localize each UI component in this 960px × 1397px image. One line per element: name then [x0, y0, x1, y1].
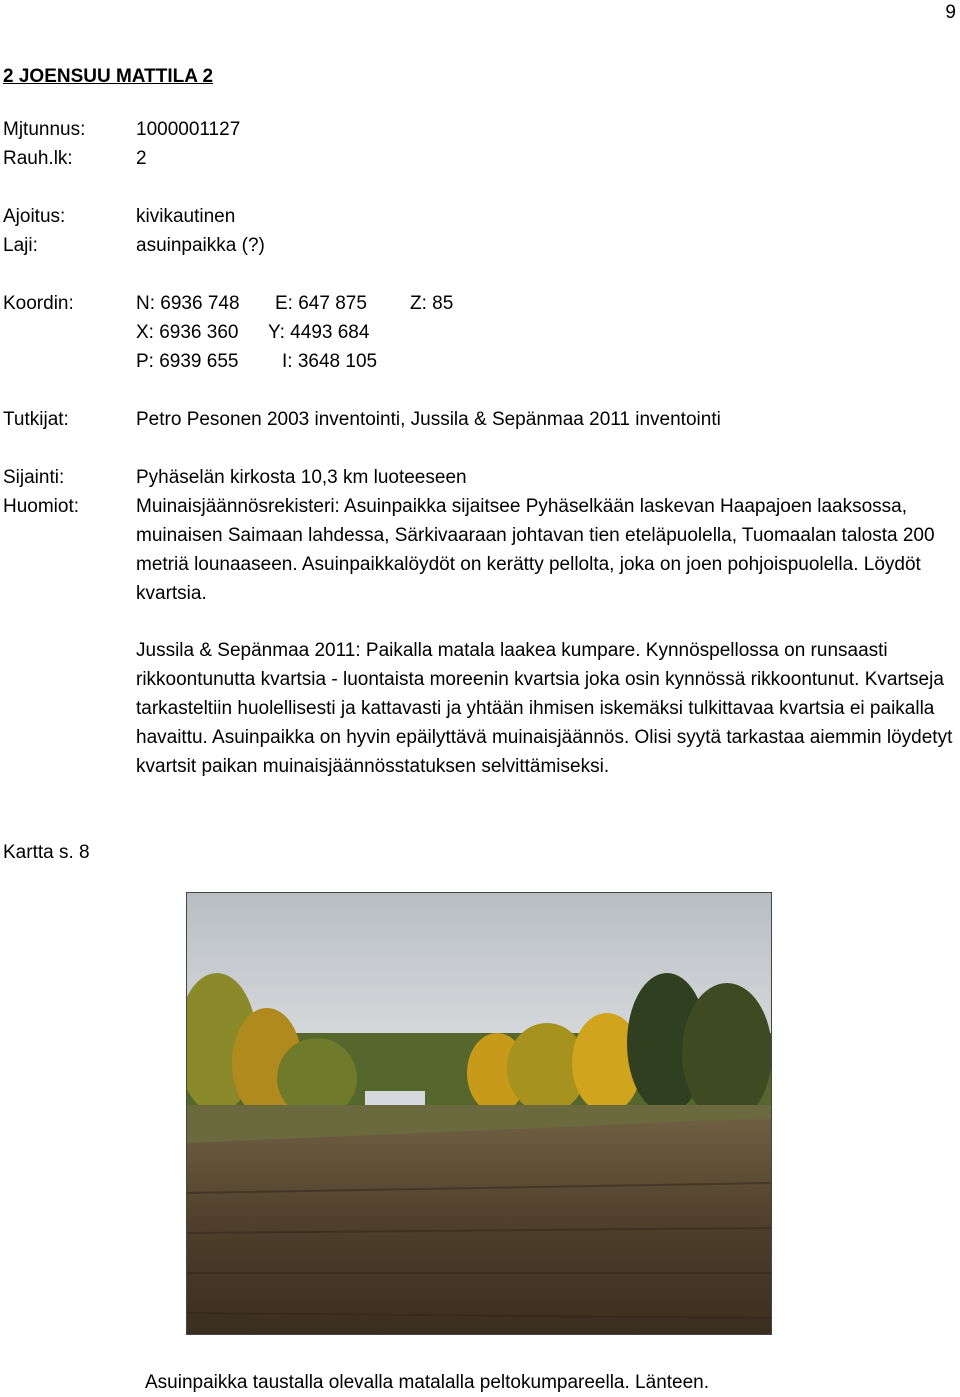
- ajoitus-label: Ajoitus:: [3, 206, 66, 227]
- mjtunnus-value: 1000001127: [136, 119, 241, 140]
- coord-p: P: 6939 655: [136, 351, 239, 372]
- sijainti-label: Sijainti:: [3, 467, 65, 488]
- coord-y: Y: 4493 684: [268, 322, 370, 343]
- coord-x: X: 6936 360: [136, 322, 239, 343]
- coord-e: E: 647 875: [275, 293, 367, 314]
- page-title: 2 JOENSUU MATTILA 2: [3, 66, 214, 87]
- laji-value: asuinpaikka (?): [136, 235, 265, 256]
- huomiot-label: Huomiot:: [3, 496, 80, 517]
- plowed-field: [187, 1118, 771, 1334]
- coord-z: Z: 85: [410, 293, 454, 314]
- photo-caption: Asuinpaikka taustalla olevalla matalalla peltokumpareella. Länteen.: [145, 1372, 710, 1393]
- koordin-label: Koordin:: [3, 293, 74, 314]
- coord-i: I: 3648 105: [282, 351, 378, 372]
- huomiot-paragraph-1: Muinaisjäännösrekisteri: Asuinpaikka sijaitsee Pyhäselkään laskevan Haapajoen laaksossa, muinaisen Saimaan lahdessa, Särkivaaraan johtavan tien eteläpuolella, Tuomaalan talosta 200 metriä lounaaseen. Asuinpaikkalöydöt on kerätty pellolta, joka on joen pohjoispuolella. Löydöt kvartsia.: [136, 496, 935, 604]
- kartta-label: Kartta s. 8: [3, 842, 90, 863]
- ajoitus-value: kivikautinen: [136, 206, 236, 227]
- tutkijat-label: Tutkijat:: [3, 409, 69, 430]
- site-photo: [186, 892, 772, 1335]
- rauh-value: 2: [136, 148, 147, 169]
- huomiot-paragraph-2: Jussila & Sepänmaa 2011: Paikalla matala laakea kumpare. Kynnöspellossa on runsaasti rikkoontunutta kvartsia - luontaista moreenin kvartsia joka osin kynnössä rikkoontunut. Kvartseja tarkasteltiin huolellisesti ja kattavasti ja yhtään ihmisen iskemäksi tulkittavaa kvartsia ei paikalla havaittu. Asuinpaikka on hyvin epäilyttävä muinaisjäännös. Olisi syytä tarkastaa aiemmin löydetyt kvartsit paikan muinaisjäännösstatuksen selvittämiseksi.: [136, 640, 953, 777]
- tutkijat-value: Petro Pesonen 2003 inventointi, Jussila & Sepänmaa 2011 inventointi: [136, 409, 721, 430]
- coord-n: N: 6936 748: [136, 293, 240, 314]
- mjtunnus-label: Mjtunnus:: [3, 119, 86, 140]
- rauh-label: Rauh.lk:: [3, 148, 73, 169]
- laji-label: Laji:: [3, 235, 38, 256]
- page-number: 9: [945, 2, 956, 23]
- sijainti-value: Pyhäselän kirkosta 10,3 km luoteeseen: [136, 467, 467, 488]
